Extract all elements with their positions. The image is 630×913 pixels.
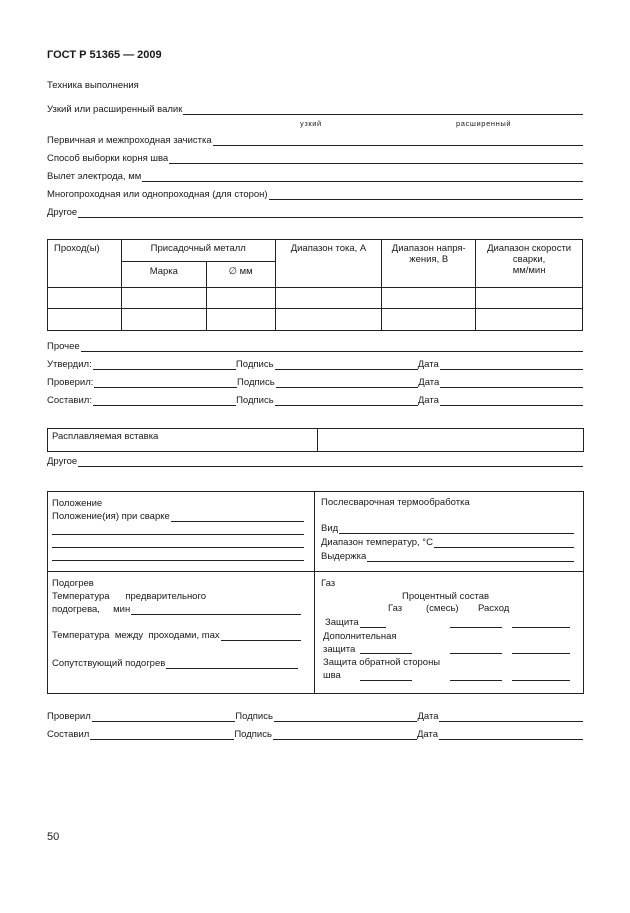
field-line — [269, 190, 583, 200]
field-line — [93, 360, 236, 370]
row-compiled[interactable] — [47, 394, 583, 406]
blank-line[interactable] — [512, 680, 570, 681]
col-header-brand: Марка — [121, 262, 206, 288]
field-pwht-hold[interactable] — [321, 550, 574, 562]
field-line — [439, 712, 583, 722]
label-preheat-temp-1: Температура предварительного — [52, 591, 207, 602]
field-line — [92, 712, 236, 722]
field-misc[interactable] — [47, 340, 583, 352]
field-electrode-stickout[interactable] — [47, 170, 583, 182]
blank-line[interactable] — [450, 680, 502, 681]
field-line — [213, 136, 583, 146]
welding-parameters-table — [47, 239, 583, 331]
field-line — [440, 396, 583, 406]
field-line — [171, 512, 304, 522]
row-footer-compiled[interactable] — [47, 728, 583, 740]
table-cell[interactable] — [206, 288, 275, 309]
divider — [314, 491, 315, 693]
field-line — [93, 396, 236, 406]
blank-line[interactable] — [52, 534, 304, 535]
field-line — [221, 631, 301, 641]
label-checked: Проверил — [47, 711, 91, 722]
label-date: Дата — [417, 395, 439, 406]
label-preheat: Подогрев — [52, 578, 94, 589]
field-label: Прочее — [47, 341, 80, 352]
table-row[interactable] — [48, 288, 583, 309]
table-cell[interactable] — [382, 309, 476, 331]
field-line — [434, 538, 574, 548]
field-other-1[interactable] — [47, 206, 583, 218]
field-line — [275, 396, 418, 406]
field-line — [183, 105, 583, 115]
label-checked: Проверил: — [47, 377, 94, 388]
label-compiled: Составил: — [47, 395, 92, 406]
label-consumable-insert: Расплавляемая вставка — [52, 431, 159, 442]
field-shield-gas[interactable] — [325, 616, 386, 628]
blank-line[interactable] — [512, 627, 570, 628]
table-cell[interactable] — [121, 288, 206, 309]
blank-line[interactable] — [52, 547, 304, 548]
table-cell[interactable] — [275, 288, 382, 309]
label-additional-2: защита — [323, 644, 356, 655]
label-signature: Подпись — [235, 711, 273, 722]
field-line — [275, 360, 418, 370]
field-label: Способ выборки корня шва — [47, 153, 169, 164]
field-other-2[interactable] — [47, 455, 583, 467]
col-header-gas: Газ — [388, 603, 403, 614]
label-compiled: Составил — [47, 729, 90, 740]
field-label: Положение(ия) при сварке — [52, 511, 170, 522]
row-footer-checked[interactable] — [47, 710, 583, 722]
field-line — [142, 172, 583, 182]
table-cell[interactable] — [275, 309, 382, 331]
label-date: Дата — [416, 729, 438, 740]
field-line — [131, 605, 301, 615]
label-date: Дата — [417, 359, 439, 370]
field-line — [94, 378, 237, 388]
col-header-speed: Диапазон скорости сварки, мм/мин — [476, 240, 583, 288]
field-line — [78, 457, 583, 467]
field-bead-type[interactable] — [47, 103, 583, 115]
divider — [317, 428, 318, 451]
field-label: Первичная и межпроходная зачистка — [47, 135, 212, 146]
label-signature: Подпись — [235, 359, 274, 370]
col-header-flow: Расход — [478, 603, 510, 614]
field-label: Защита — [325, 617, 359, 628]
label-postweld-heat-treatment: Послесварочная термообработка — [321, 497, 470, 508]
label-date: Дата — [418, 377, 440, 388]
label-date: Дата — [417, 711, 439, 722]
label-position: Положение — [52, 498, 103, 509]
field-line — [273, 730, 417, 740]
field-line — [78, 208, 583, 218]
field-welding-position[interactable] — [52, 510, 304, 522]
blank-line[interactable] — [450, 653, 502, 654]
table-cell[interactable] — [48, 309, 122, 331]
label-gas: Газ — [321, 578, 336, 589]
field-pwht-temp-range[interactable] — [321, 536, 574, 548]
label-back-shield-2: шва — [323, 670, 341, 681]
field-label: Другое — [47, 207, 78, 218]
field-label: Узкий или расширенный валик — [47, 104, 183, 115]
blank-line[interactable] — [52, 560, 304, 561]
label-signature: Подпись — [234, 729, 272, 740]
field-label: Вылет электрода, мм — [47, 171, 142, 182]
blank-line[interactable] — [450, 627, 502, 628]
table-cell[interactable] — [48, 288, 122, 309]
col-header-pass: Проход(ы) — [48, 240, 122, 288]
field-line — [276, 378, 419, 388]
row-approved[interactable] — [47, 358, 583, 370]
blank-line[interactable] — [360, 680, 412, 681]
sub-label-wide: расширенный — [456, 119, 512, 128]
row-checked[interactable] — [47, 376, 583, 388]
field-label: Вид — [321, 523, 339, 534]
field-label: Выдержка — [321, 551, 367, 562]
field-concurrent-heating[interactable] — [52, 657, 298, 669]
page-number: 50 — [47, 831, 60, 843]
sub-label-narrow: узкий — [300, 119, 322, 128]
field-line — [81, 342, 583, 352]
field-line — [360, 618, 386, 628]
field-line — [169, 154, 583, 164]
label-signature: Подпись — [237, 377, 275, 388]
col-header-current: Диапазон тока, А — [275, 240, 382, 288]
label-additional-1: Дополнительная — [323, 631, 397, 642]
field-pwht-kind[interactable] — [321, 522, 574, 534]
section-title-technique: Техника выполнения — [47, 80, 139, 91]
field-label: Температура между проходами, max — [52, 630, 220, 641]
field-root-gouging[interactable] — [47, 152, 583, 164]
field-line — [367, 552, 574, 562]
blank-line[interactable] — [360, 653, 412, 654]
blank-line[interactable] — [512, 653, 570, 654]
label-back-shield-1: Защита обратной стороны — [323, 657, 441, 668]
table-cell[interactable] — [476, 288, 583, 309]
table-cell[interactable] — [121, 309, 206, 331]
col-header-diameter: ∅ мм — [206, 262, 275, 288]
field-label: подогрева, мин — [52, 604, 131, 615]
field-label: Диапазон температур, °С — [321, 537, 433, 548]
field-interpass-temp[interactable] — [52, 629, 301, 641]
field-line — [166, 659, 298, 669]
divider — [47, 571, 583, 572]
table-row[interactable] — [48, 309, 583, 331]
field-label: Многопроходная или однопроходная (для сторон) — [47, 189, 268, 200]
field-label: Сопутствующий подогрев — [52, 658, 166, 669]
field-line — [440, 378, 583, 388]
field-multipass[interactable] — [47, 188, 583, 200]
field-line — [274, 712, 418, 722]
field-line — [339, 524, 574, 534]
table-cell[interactable] — [206, 309, 275, 331]
field-preheat-temp[interactable] — [52, 603, 301, 615]
field-line — [439, 730, 583, 740]
field-line — [440, 360, 583, 370]
table-cell[interactable] — [382, 288, 476, 309]
table-cell[interactable] — [476, 309, 583, 331]
page-title: ГОСТ Р 51365 — 2009 — [47, 49, 162, 61]
label-signature: Подпись — [236, 395, 274, 406]
col-header-filler: Присадочный металл — [121, 240, 275, 262]
field-cleaning[interactable] — [47, 134, 583, 146]
field-label: Другое — [47, 456, 78, 467]
col-header-voltage: Диапазон напря- жения, В — [382, 240, 476, 288]
label-approved: Утвердил: — [47, 359, 92, 370]
col-header-mix: (смесь) — [426, 603, 459, 614]
label-percent-composition: Процентный состав — [402, 591, 490, 602]
field-line — [90, 730, 234, 740]
